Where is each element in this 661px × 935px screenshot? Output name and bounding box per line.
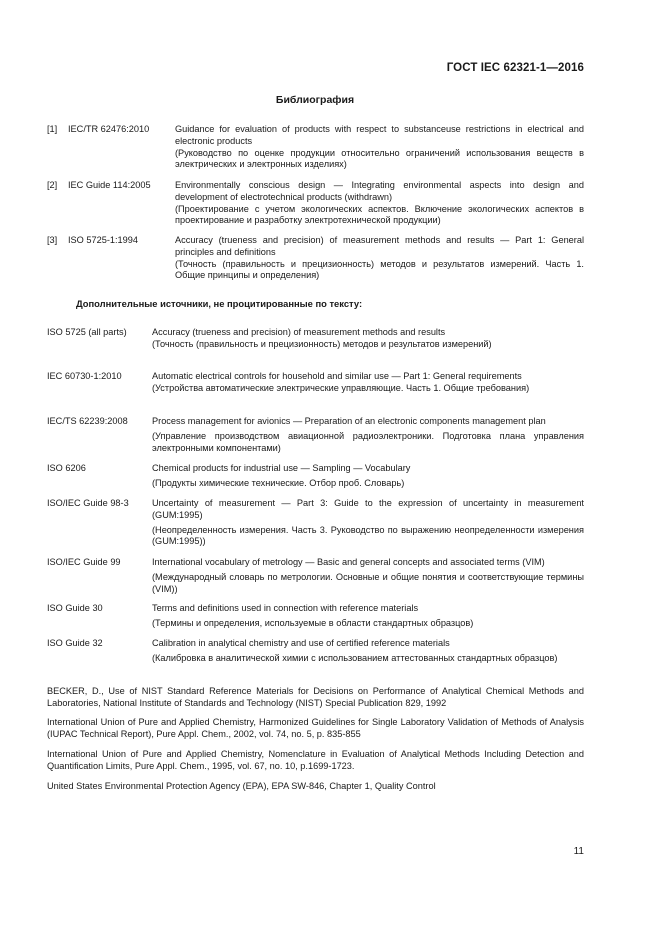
entry-code: IEC/TS 62239:2008	[47, 416, 128, 426]
entry-text	[152, 498, 584, 548]
entry-text	[152, 371, 584, 395]
entry-english: Terms and definitions used in connection with reference materials	[152, 603, 419, 613]
entry-text	[152, 327, 584, 351]
entry-english: Uncertainty of measurement — Part 3: Guide to the expression of uncertainty in measurement (GUM:1995)	[152, 498, 584, 520]
entry-russian: (Проектирование с учетом экологических аспектов. Включение экологических аспектов в проектирование и разработку электротехнической продукции)	[175, 203, 584, 226]
entry-text	[175, 180, 584, 227]
entry-english: Process management for avionics — Preparation of an electronic components management plan	[152, 416, 546, 426]
reference-paragraph: International Union of Pure and Applied Chemistry, Harmonized Guidelines for Single Laboratory Validation of Methods of Analysis (IUPAC Technical Report), Pure Appl. Chem., 2002, vol. 74, no. 5, p. 835-855	[47, 717, 584, 739]
entry-number: [2]	[47, 180, 58, 190]
entry-text	[152, 416, 584, 454]
entry-russian: (Неопределенность измерения. Часть 3. Руководство по выражению неопределенности измерения (GUM:1995))	[152, 524, 584, 547]
entry-number: [3]	[47, 235, 58, 245]
entry-code: IEC/TR 62476:2010	[68, 124, 150, 134]
entry-english: Calibration in analytical chemistry and use of certified reference materials	[152, 638, 450, 648]
page-number: 11	[573, 846, 584, 857]
reference-paragraph: BECKER, D., Use of NIST Standard Reference Materials for Decisions on Performance of Analytical Chemical Methods and Laboratories, National Institute of Standards and Technology (NIST) Special Publication 829, 1992	[47, 686, 584, 708]
entry-number: [1]	[47, 124, 58, 134]
entry-russian: (Руководство по оценке продукции относительно ограничений использования веществ в электрических и электронных изделиях)	[175, 147, 584, 170]
entry-russian: (Международный словарь по метрологии. Основные и общие понятия и соответствующие термины (VIM))	[152, 571, 584, 594]
document-header: ГОСТ IEC 62321-1—2016	[446, 62, 584, 74]
entry-russian: (Управление производством авиационной радиоэлектроники. Подготовка плана управления электронными компонентами)	[152, 430, 584, 453]
entry-russian: (Устройства автоматические электрические управляющие. Часть 1. Общие требования)	[152, 382, 530, 393]
entry-russian: (Калибровка в аналитической химии с использованием аттестованных стандартных образцов)	[152, 652, 558, 663]
entry-text	[152, 638, 584, 665]
entry-russian: (Продукты химические технические. Отбор проб. Словарь)	[152, 477, 405, 488]
entry-russian: (Точность (правильность и прецизионность) методов и результатов измерений)	[152, 338, 492, 349]
entry-russian: (Термины и определения, используемые в области стандартных образцов)	[152, 617, 474, 628]
entry-code: ISO Guide 32	[47, 638, 103, 648]
entry-code: ISO Guide 30	[47, 603, 103, 613]
entry-text	[152, 557, 584, 595]
entry-code: IEC 60730-1:2010	[47, 371, 122, 381]
entry-code: IEC Guide 114:2005	[68, 180, 151, 190]
entry-english: Chemical products for industrial use — Sampling — Vocabulary	[152, 463, 411, 473]
entry-code: ISO/IEC Guide 99	[47, 557, 121, 567]
entry-text	[175, 235, 584, 282]
reference-paragraph: United States Environmental Protection Agency (EPA), EPA SW-846, Chapter 1, Quality Control	[47, 781, 436, 791]
entry-english: Automatic electrical controls for household and similar use — Part 1: General requirements	[152, 371, 522, 381]
entry-text	[152, 603, 584, 630]
entry-code: ISO 5725 (all parts)	[47, 327, 127, 337]
entry-english: Accuracy (trueness and precision) of measurement methods and results — Part 1: General principles and definitions	[175, 235, 584, 257]
entry-english: Environmentally conscious design — Integrating environmental aspects into design and development of electrotechnical products (withdrawn)	[175, 180, 584, 202]
entry-english: Accuracy (trueness and precision) of measurement methods and results	[152, 327, 446, 337]
entry-english: Guidance for evaluation of products with respect to substanceuse restrictions in electrical and electronic products	[175, 124, 584, 146]
reference-paragraph: International Union of Pure and Applied Chemistry, Nomenclature in Evaluation of Analytical Methods Including Detection and Quantification Limits, Pure Appl. Chem., 1995, vol. 67, no. 10, p.1699-1723.	[47, 749, 584, 771]
entry-russian: (Точность (правильность и прецизионность) методов и результатов измерений. Часть 1. Общие принципы и определения)	[175, 258, 584, 281]
entry-code: ISO/IEC Guide 98-3	[47, 498, 129, 508]
entry-english: International vocabulary of metrology — Basic and general concepts and associated terms (VIM)	[152, 557, 545, 567]
entry-code: ISO 5725-1:1994	[68, 235, 138, 245]
entry-text	[175, 124, 584, 171]
page-title: Библиография	[275, 94, 355, 106]
entry-code: ISO 6206	[47, 463, 86, 473]
entry-text	[152, 463, 584, 490]
additional-sources-heading: Дополнительные источники, не процитированные по тексту:	[76, 298, 363, 309]
